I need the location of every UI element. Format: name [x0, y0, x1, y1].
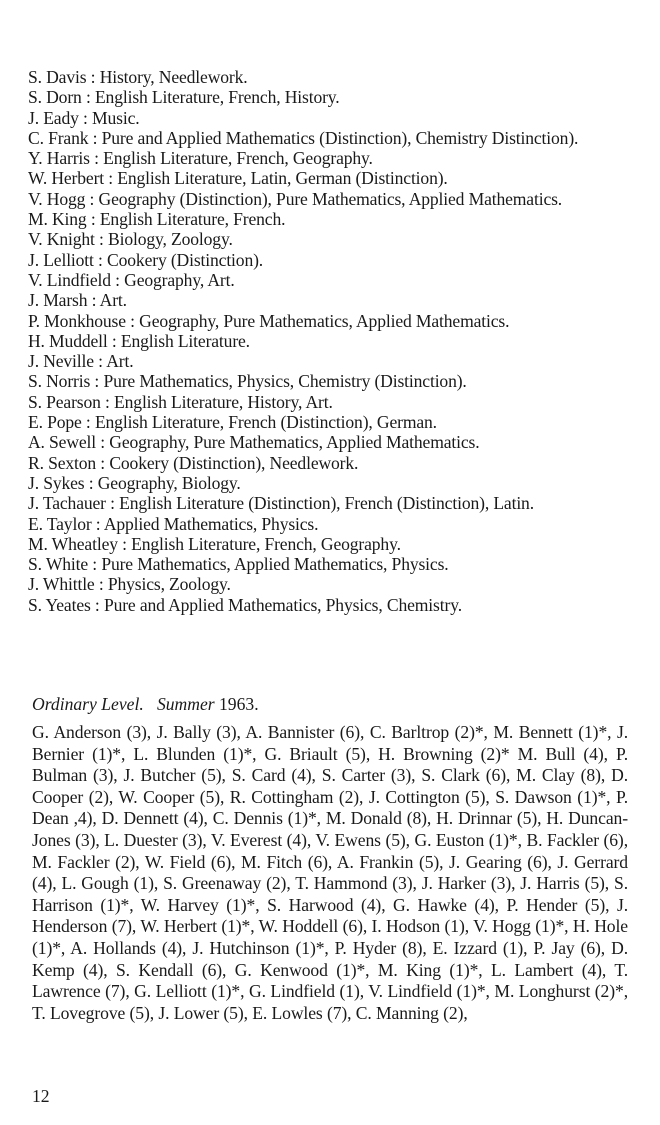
result-entry	[28, 189, 630, 209]
name-separator: :	[84, 472, 98, 493]
student-subjects: English Literature, French, Geography.	[103, 148, 373, 169]
name-separator: :	[87, 290, 100, 311]
student-name: J. Lelliott	[28, 249, 94, 270]
student-name: J. Tachauer	[28, 493, 106, 514]
student-name: S. Davis	[28, 67, 87, 87]
result-entry	[28, 574, 630, 594]
result-entry	[28, 514, 630, 534]
name-separator: :	[125, 310, 140, 331]
student-subjects: Pure Mathematics, Applied Mathematics, Physics.	[101, 554, 449, 575]
name-separator: :	[90, 594, 104, 615]
student-subjects: Geography, Art.	[124, 269, 235, 290]
student-name: J. Eady	[28, 107, 79, 128]
result-entry	[28, 432, 630, 452]
ordinary-level-section	[32, 694, 628, 1024]
student-subjects: Applied Mathematics, Physics.	[103, 513, 319, 534]
student-subjects: Art.	[99, 290, 127, 311]
student-subjects: English Literature, French.	[99, 209, 286, 230]
name-separator: :	[107, 330, 121, 351]
heading-season-label: Summer	[156, 694, 215, 714]
result-entry	[28, 392, 630, 412]
result-entry	[28, 229, 630, 249]
result-entry	[28, 595, 630, 615]
student-name: W. Herbert	[28, 168, 105, 189]
name-separator: :	[100, 391, 115, 412]
student-name: Y. Harris	[28, 148, 90, 169]
result-entry	[28, 351, 630, 371]
name-separator: :	[96, 432, 110, 453]
name-separator: :	[110, 269, 125, 290]
name-separator: :	[86, 67, 100, 87]
name-separator: :	[93, 351, 107, 372]
result-entry	[28, 371, 630, 391]
student-subjects: Geography (Distinction), Pure Mathematics, Applied Mathematics.	[98, 188, 563, 209]
student-subjects: English Literature.	[120, 330, 250, 351]
student-name: S. Pearson	[28, 391, 101, 412]
result-entry	[28, 412, 630, 432]
ordinary-level-heading	[32, 694, 628, 714]
student-name: C. Frank	[28, 127, 89, 148]
name-separator: :	[105, 493, 120, 514]
name-separator: :	[89, 148, 104, 169]
student-name: S. Norris	[28, 371, 91, 392]
student-subjects: History, Needlework.	[99, 67, 248, 87]
student-name: V. Lindfield	[28, 269, 111, 290]
student-subjects: Cookery (Distinction), Needlework.	[109, 452, 359, 473]
student-name: R. Sexton	[28, 452, 97, 473]
name-separator: :	[93, 249, 108, 270]
student-subjects: Pure Mathematics, Physics, Chemistry (Distinction).	[103, 371, 467, 392]
student-name: V. Knight	[28, 229, 95, 250]
result-entry	[28, 87, 630, 107]
result-entry	[28, 493, 630, 513]
name-separator: :	[88, 554, 102, 575]
name-separator: :	[81, 87, 95, 108]
student-subjects: Geography, Pure Mathematics, Applied Mathematics.	[109, 432, 480, 453]
result-entry	[28, 331, 630, 351]
student-subjects: Geography, Pure Mathematics, Applied Mathematics.	[139, 310, 510, 331]
name-separator: :	[96, 452, 110, 473]
result-entry	[28, 453, 630, 473]
student-name: E. Pope	[28, 412, 82, 433]
name-separator: :	[117, 533, 132, 554]
result-entry	[28, 270, 630, 290]
result-entry	[28, 128, 630, 148]
name-separator: :	[91, 513, 104, 534]
student-subjects: English Literature, Latin, German (Distinction).	[117, 168, 448, 189]
name-separator: :	[90, 371, 104, 392]
name-separator: :	[104, 168, 118, 189]
student-subjects: English Literature, French (Distinction), German.	[94, 412, 437, 433]
student-name: S. White	[28, 554, 89, 575]
student-name: J. Marsh	[28, 290, 88, 311]
student-name: V. Hogg	[28, 188, 86, 209]
name-separator: :	[78, 107, 92, 128]
heading-year: 1963.	[214, 694, 259, 714]
result-entry	[28, 67, 630, 87]
result-entry	[28, 108, 630, 128]
advanced-level-results-list	[28, 67, 630, 615]
name-separator: :	[85, 188, 99, 209]
name-separator: :	[81, 412, 95, 433]
result-entry	[28, 250, 630, 270]
student-name: M. King	[28, 209, 87, 230]
student-subjects: Biology, Zoology.	[108, 229, 233, 250]
student-subjects: Pure and Applied Mathematics (Distinction), Chemistry Distinction).	[101, 127, 579, 148]
student-subjects: Art.	[106, 351, 134, 372]
result-entry	[28, 534, 630, 554]
student-subjects: Physics, Zoology.	[107, 574, 231, 595]
result-entry	[28, 290, 630, 310]
result-entry	[28, 148, 630, 168]
student-subjects: English Literature, French, History.	[94, 87, 340, 108]
name-separator: :	[94, 574, 108, 595]
student-name: P. Monkhouse	[28, 310, 126, 331]
result-entry	[28, 311, 630, 331]
student-name: J. Neville	[28, 351, 94, 372]
heading-level-label: Ordinary Level.	[32, 694, 144, 714]
result-entry	[28, 209, 630, 229]
page-number: 12	[32, 1086, 50, 1106]
student-name: E. Taylor	[28, 513, 92, 534]
student-subjects: Geography, Biology.	[97, 472, 241, 493]
result-entry	[28, 473, 630, 493]
student-subjects: Pure and Applied Mathematics, Physics, Chemistry.	[103, 594, 462, 615]
student-subjects: English Literature (Distinction), French (Distinction), Latin.	[119, 493, 534, 514]
name-separator: :	[88, 127, 102, 148]
student-name: J. Sykes	[28, 472, 85, 493]
student-name: S. Yeates	[28, 594, 91, 615]
student-name: J. Whittle	[28, 574, 95, 595]
student-name: A. Sewell	[28, 432, 97, 453]
ordinary-level-results-paragraph: G. Anderson (3), J. Bally (3), A. Bannister (6), C. Barltrop (2)*, M. Bennett (1)*, J. Bernier (1)*, L. Blunden (1)*, G. Briault (5), H. Browning (2)* M. Bull (4), P. Bulman (3), J. Butcher (5), S. Card (4), S. Carter (3), S. Clark (6), M. Clay (8), D. Cooper (2), W. Cooper (5), R. Cottingham (2), J. Cottington (5), S. Dawson (1)*, P. Dean ,4), D. Dennett (4), C. Dennis (1)*, M. Donald (8), H. Drinnar (5), H. Duncan-Jones (3), L. Duester (3), V. Everest (4), V. Ewens (5), G. Euston (1)*, B. Fackler (6), M. Fackler (2), W. Field (6), M. Fitch (6), A. Frankin (5), J. Gearing (6), J. Gerrard (4), L. Gough (1), S. Greenaway (2), T. Hammond (3), J. Harker (3), J. Harris (5), S. Harrison (1)*, W. Harvey (1)*, S. Harwood (4), G. Hawke (4), P. Hender (5), J. Henderson (7), W. Herbert (1)*, W. Hoddell (6), I. Hodson (1), V. Hogg (1)*, H. Hole (1)*, A. Hollands (4), J. Hutchinson (1)*, P. Hyder (8), E. Izzard (1), P. Jay (6), D. Kemp (4), S. Kendall (6), G. Kenwood (1)*, M. King (1)*, L. Lambert (4), T. Lawrence (7), G. Lelliott (1)*, G. Lindfield (1), V. Lindfield (1)*, M. Longhurst (2)*, T. Lovegrove (5), J. Lower (5), E. Lowles (7), C. Manning (2),	[32, 722, 628, 1023]
student-name: M. Wheatley	[28, 533, 118, 554]
student-subjects: Music.	[92, 107, 140, 128]
student-name: H. Muddell	[28, 330, 108, 351]
student-subjects: English Literature, French, Geography.	[131, 533, 401, 554]
student-name: S. Dorn	[28, 87, 82, 108]
student-subjects: Cookery (Distinction).	[107, 249, 264, 270]
result-entry	[28, 168, 630, 188]
result-entry	[28, 554, 630, 574]
name-separator: :	[94, 229, 109, 250]
student-subjects: English Literature, History, Art.	[114, 391, 333, 412]
name-separator: :	[86, 209, 100, 230]
